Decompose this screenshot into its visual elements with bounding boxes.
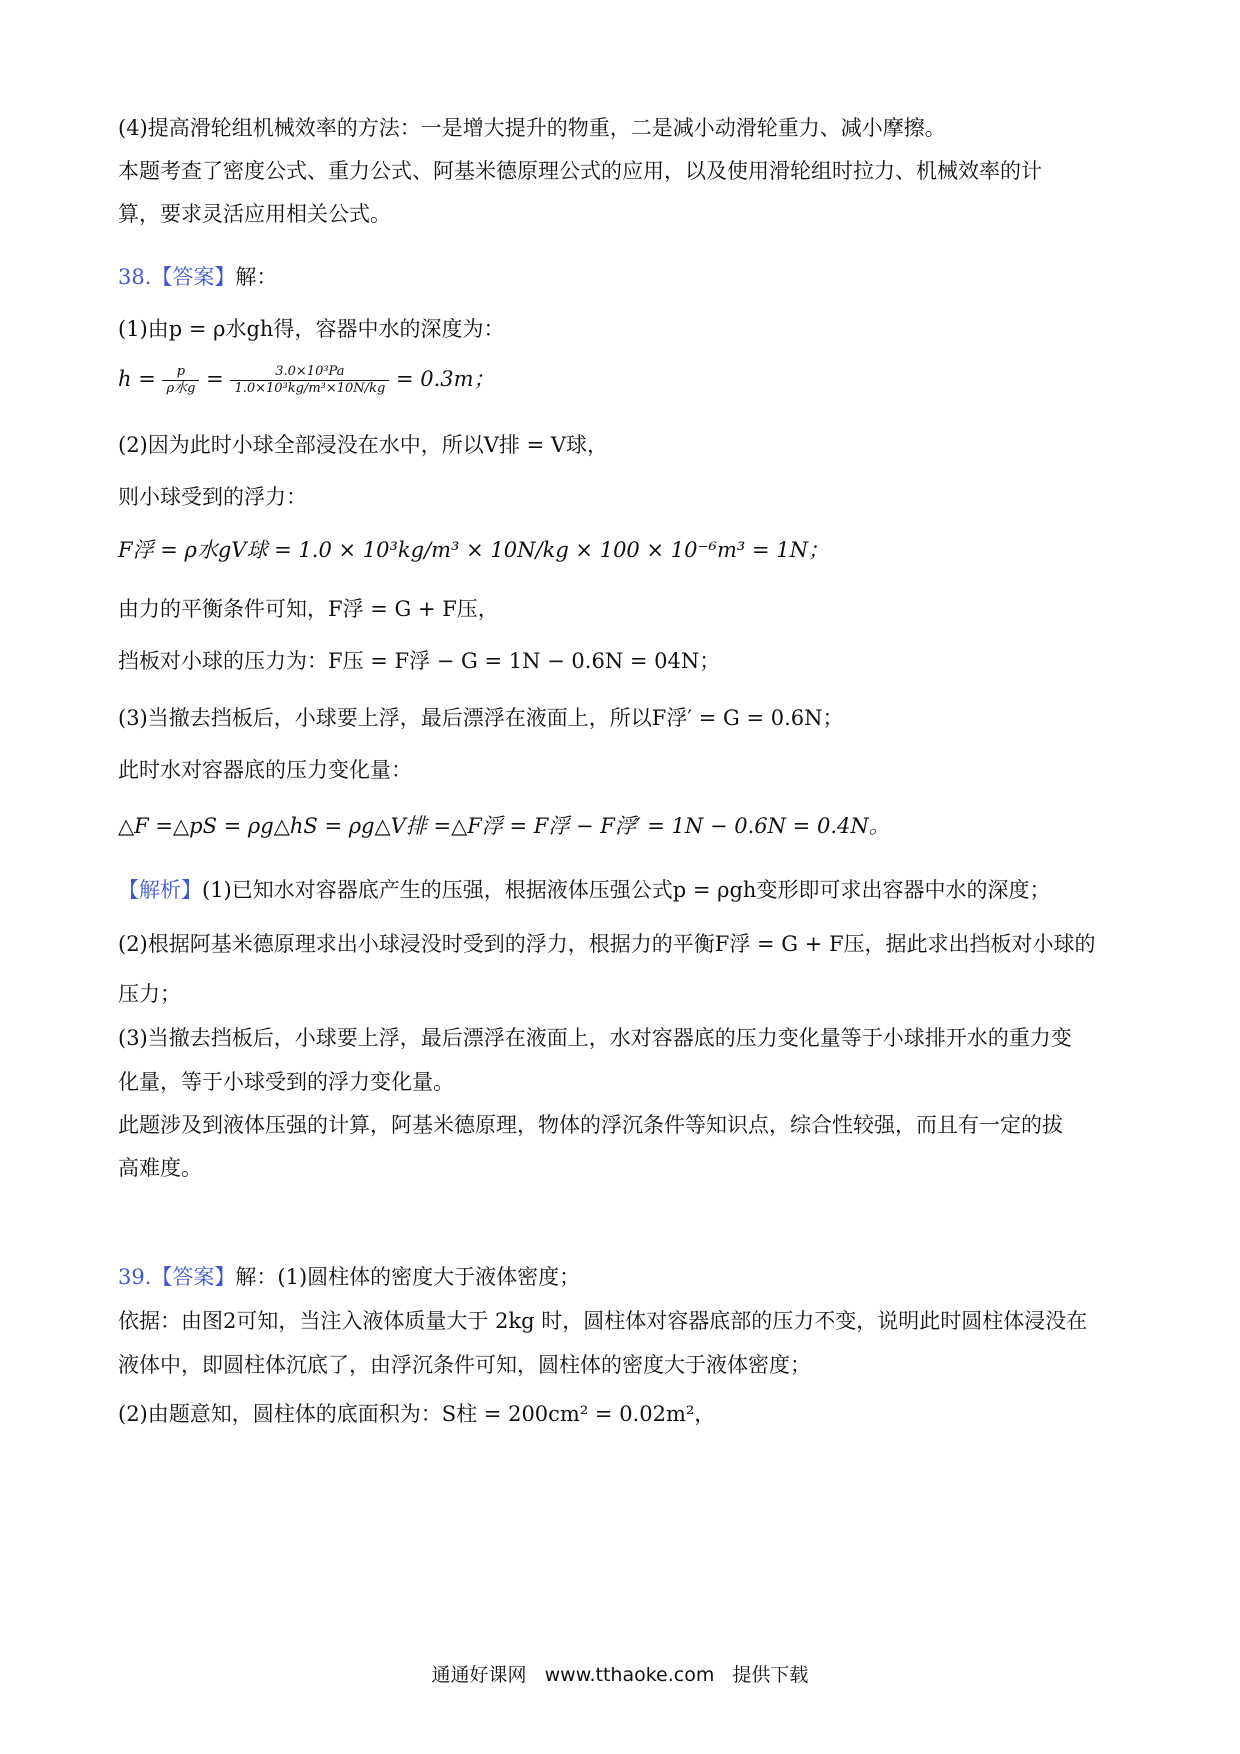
question-38-header — [118, 262, 277, 292]
text-line: (2)因为此时小球全部浸没在水中，所以V排 = V球， — [118, 433, 609, 457]
text-line: 此时水对容器底的压力变化量： — [118, 758, 412, 782]
text-line: 化量，等于小球受到的浮力变化量。 — [118, 1070, 454, 1094]
formula-equals: = — [206, 367, 224, 391]
fraction-denominator: 1.0×10³kg/m³×10N/kg — [230, 380, 389, 397]
text-line: (3)当撤去挡板后，小球要上浮，最后漂浮在液面上，水对容器底的压力变化量等于小球排开水的重力变 — [118, 1026, 1072, 1050]
text-line: 由力的平衡条件可知，F浮 = G + F压， — [118, 597, 499, 621]
analysis-line — [118, 875, 1050, 905]
text-line: 液体中，即圆柱体沉底了，由浮沉条件可知，圆柱体的密度大于液体密度； — [118, 1353, 811, 1377]
fraction-numerator: 3.0×10³Pa — [275, 364, 345, 379]
text-line: 本题考查了密度公式、重力公式、阿基米德原理公式的应用，以及使用滑轮组时拉力、机械效率的计 — [118, 159, 1042, 183]
answer-intro: 解： — [235, 265, 278, 289]
footer-site-name: 通通好课网 — [431, 1664, 527, 1686]
text-line: 依据：由图2可知，当注入液体质量大于 2kg 时，圆柱体对容器底部的压力不变，说明此时圆柱体浸没在 — [118, 1309, 1088, 1333]
footer-suffix: 提供下载 — [732, 1664, 809, 1686]
analysis-text: (1)已知水对容器底产生的压强，根据液体压强公式p = ρgh变形即可求出容器中水的深度； — [202, 878, 1051, 902]
question-number: 39. — [118, 1265, 152, 1289]
question-39-header — [118, 1262, 580, 1292]
text-line: 算，要求灵活应用相关公式。 — [118, 202, 391, 226]
text-line: (1)由p = ρ水gh得，容器中水的深度为： — [118, 317, 505, 341]
text-line: (3)当撤去挡板后，小球要上浮，最后漂浮在液面上，所以F浮′ = G = 0.6N； — [118, 706, 844, 730]
text-line: (2)根据阿基米德原理求出小球浸没时受到的浮力，根据力的平衡F浮 = G + F压，据此求出挡板对小球的 — [118, 932, 1096, 956]
formula-result: = 0.3m； — [395, 367, 495, 391]
answer-intro: 解：(1)圆柱体的密度大于液体密度； — [235, 1265, 581, 1289]
text-line: (4)提高滑轮组机械效率的方法：一是增大提升的物重，二是减小动滑轮重力、减小摩擦。 — [118, 116, 946, 140]
pressure-change-formula: △F =△pS = ρg△hS = ρg△V排 =△F浮 = F浮 − F浮′ = 1N − 0.6N = 0.4N。 — [118, 814, 890, 838]
text-line: 高难度。 — [118, 1156, 202, 1180]
footer-url: www.tthaoke.com — [544, 1664, 715, 1686]
buoyancy-formula: F浮 = ρ水gV球 = 1.0 × 10³kg/m³ × 10N/kg × 100 × 10⁻⁶m³ = 1N； — [118, 538, 829, 562]
text-line: 则小球受到的浮力： — [118, 485, 307, 509]
fraction-numerator: p — [176, 364, 186, 379]
analysis-tag: 【解析】 — [118, 878, 202, 902]
question-number: 38. — [118, 265, 152, 289]
text-line: 挡板对小球的压力为：F压 = F浮 − G = 1N − 0.6N = 04N； — [118, 649, 721, 673]
formula-lhs: h = — [118, 367, 156, 391]
fraction-denominator: ρ水g — [162, 380, 199, 397]
text-line: 此题涉及到液体压强的计算，阿基米德原理，物体的浮沉条件等知识点，综合性较强，而且有一定的拔 — [118, 1113, 1063, 1137]
fraction-values — [230, 364, 389, 397]
text-line: 压力； — [118, 982, 181, 1006]
text-line: (2)由题意知，圆柱体的底面积为：S柱 = 200cm² = 0.02m²， — [118, 1402, 716, 1426]
depth-formula — [118, 364, 495, 397]
answer-tag: 【答案】 — [151, 265, 236, 289]
page-footer — [0, 1660, 1240, 1687]
answer-tag: 【答案】 — [151, 1265, 236, 1289]
fraction-p-over-rho-g — [162, 364, 199, 397]
